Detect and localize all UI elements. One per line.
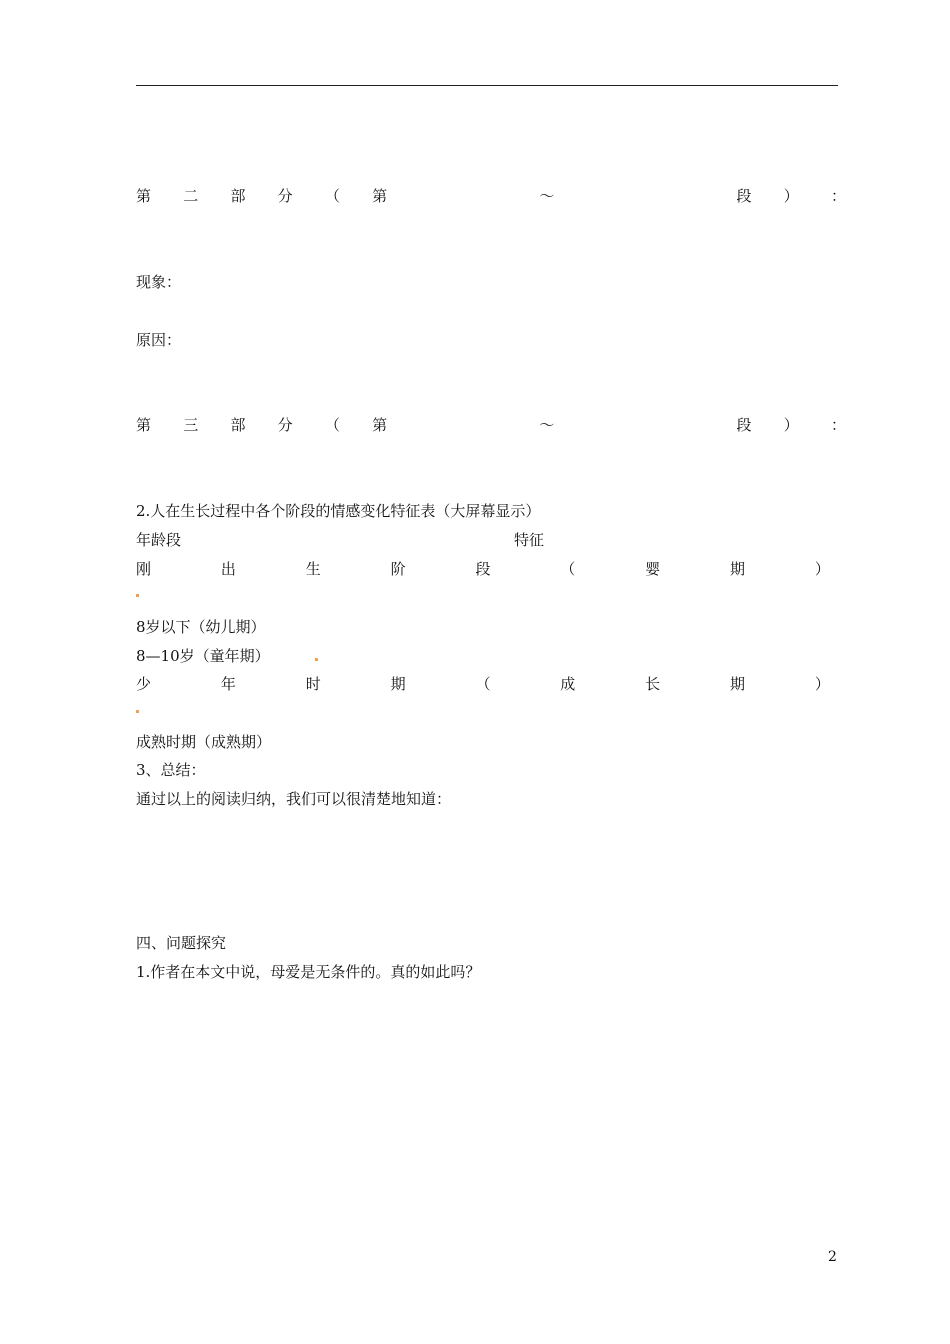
row-youth [136, 674, 830, 694]
summary-text: 通过以上的阅读归纳，我们可以很清楚地知道： [136, 790, 452, 808]
marker-dot [136, 594, 139, 597]
part2-char: ） [783, 187, 799, 205]
phenomenon-label: 现象： [136, 273, 182, 291]
part3-char: ） [783, 416, 799, 434]
table-header-feature: 特征 [514, 531, 545, 549]
marker-dot [315, 658, 318, 661]
part3-char: 三 [183, 416, 199, 434]
part3-char: 第 [136, 416, 152, 434]
row-infant-char: 阶 [390, 560, 406, 578]
row-youth-char: 成 [560, 675, 576, 693]
table-title: 2.人在生长过程中各个阶段的情感变化特征表（大屏幕显示） [136, 502, 541, 520]
part3-char: （ [324, 416, 340, 434]
row-infant-char: 段 [475, 560, 491, 578]
reason-label: 原因： [136, 331, 182, 349]
row-infant-char: 期 [730, 560, 746, 578]
row-child: 8—10岁（童年期） [136, 647, 270, 665]
part3-char: 分 [277, 416, 293, 434]
row-infant [136, 559, 830, 579]
summary-heading: 3、总结： [136, 761, 206, 779]
part3-char: 第 [372, 416, 388, 434]
row-youth-char: 期 [390, 675, 406, 693]
question-1: 1.作者在本文中说，母爱是无条件的。真的如此吗？ [136, 963, 481, 981]
row-youth-char: ） [814, 675, 830, 693]
part3-char: 段 [736, 416, 752, 434]
section4-heading: 四、问题探究 [136, 934, 227, 952]
row-infant-char: 出 [220, 560, 236, 578]
part2-char: ： [830, 187, 846, 205]
row-youth-char: 少 [136, 675, 152, 693]
part3-char: ： [830, 416, 846, 434]
part2-char: （ [324, 187, 340, 205]
part3-char: ～ [539, 416, 555, 434]
table-header-age: 年龄段 [136, 531, 182, 549]
part3-heading [136, 415, 846, 435]
part3-char: 部 [230, 416, 246, 434]
row-youth-char: 期 [730, 675, 746, 693]
row-infant-char: 婴 [645, 560, 661, 578]
row-toddler: 8岁以下（幼儿期） [136, 618, 266, 636]
part2-char: 分 [277, 187, 293, 205]
row-infant-char: 刚 [136, 560, 152, 578]
row-infant-char: 生 [305, 560, 321, 578]
row-youth-char: （ [475, 675, 491, 693]
row-infant-char: （ [560, 560, 576, 578]
part2-char: 第 [372, 187, 388, 205]
row-youth-char: 年 [220, 675, 236, 693]
row-mature: 成熟时期（成熟期） [136, 733, 272, 751]
part2-char: 第 [136, 187, 152, 205]
part2-heading [136, 186, 846, 206]
part2-char: ～ [539, 187, 555, 205]
header-rule [136, 85, 838, 86]
page-number: 2 [828, 1249, 837, 1265]
part2-char: 段 [736, 187, 752, 205]
part2-char: 部 [230, 187, 246, 205]
row-infant-char: ） [814, 560, 830, 578]
marker-dot [136, 710, 139, 713]
part2-char: 二 [183, 187, 199, 205]
row-youth-char: 时 [305, 675, 321, 693]
row-youth-char: 长 [645, 675, 661, 693]
